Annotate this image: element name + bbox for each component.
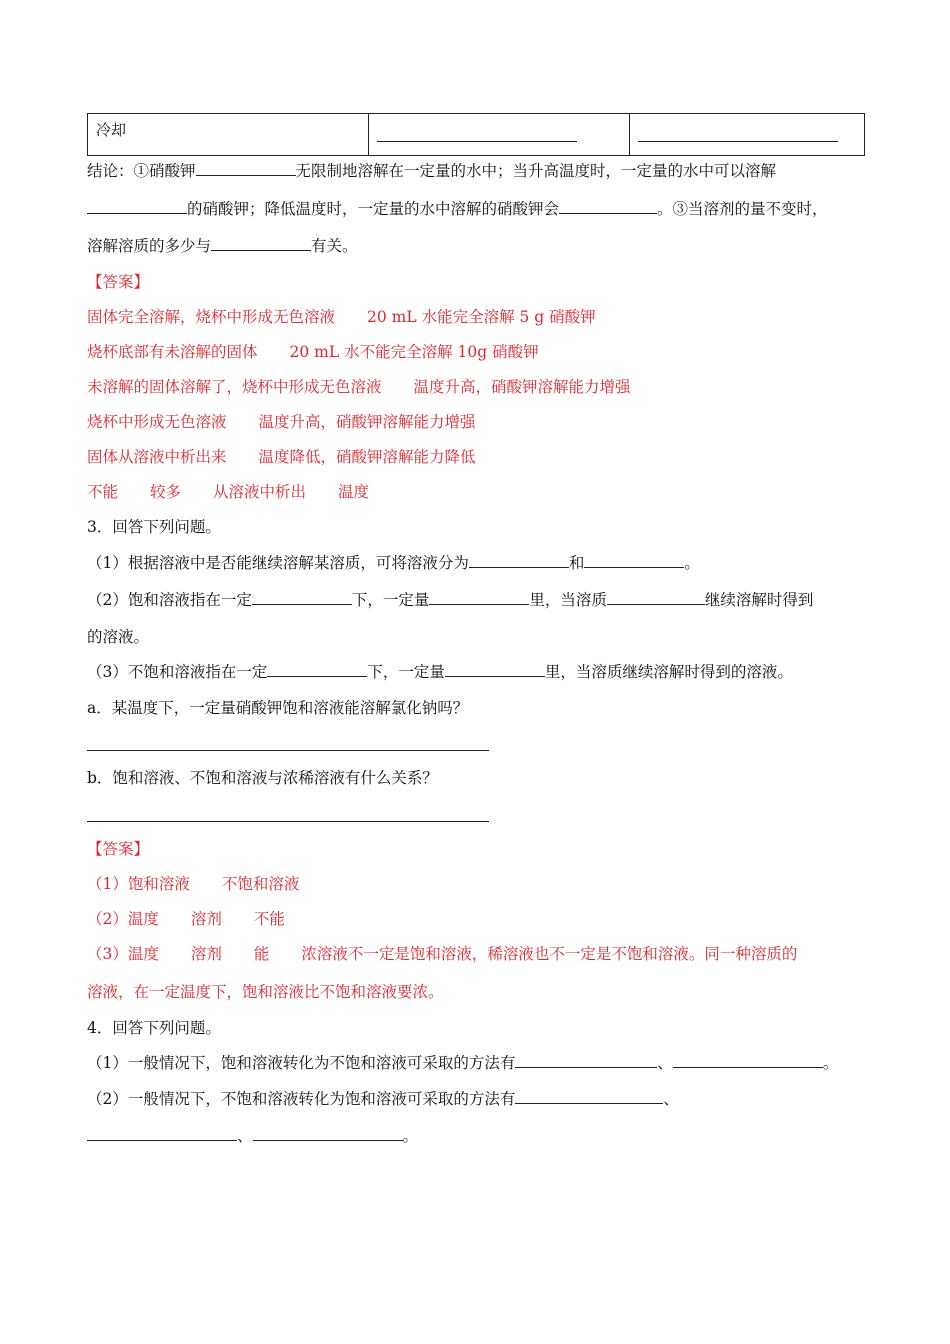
conclusion-line-2 — [87, 198, 828, 220]
text: 、 — [237, 1127, 253, 1145]
text: 有关。 — [311, 237, 358, 255]
text: 较多 — [150, 483, 182, 501]
answer-row — [87, 481, 369, 503]
question-3-part-2-cont: 的溶液。 — [87, 628, 150, 646]
text: 溶剂 — [190, 945, 222, 963]
answer-blank[interactable] — [584, 552, 684, 568]
text: 固体从溶液中析出来 — [87, 448, 227, 466]
answer-blank[interactable] — [429, 589, 529, 605]
answer-blank[interactable] — [445, 661, 545, 677]
answer-blank[interactable] — [252, 589, 352, 605]
answer-blank[interactable] — [87, 198, 187, 214]
text: 温度降低，硝酸钾溶解能力降低 — [258, 448, 476, 466]
text: 烧杯中形成无色溶液 — [87, 413, 227, 431]
text: 的硝酸钾；降低温度时，一定量的水中溶解的硝酸钾会 — [187, 200, 560, 218]
answer-row — [87, 446, 476, 468]
row-label: 冷却 — [96, 121, 127, 139]
answer-blank[interactable] — [267, 661, 367, 677]
text: 浓溶液不一定是饱和溶液，稀溶液也不一定是不饱和溶液。同一种溶质的 — [301, 945, 798, 963]
answer-blank[interactable] — [673, 1052, 823, 1068]
text: 。 — [402, 1127, 419, 1145]
question-4-part-1 — [87, 1052, 838, 1074]
answer-blank[interactable] — [196, 160, 296, 176]
text: 、 — [663, 1090, 679, 1108]
text: 继续溶解时得到 — [704, 591, 814, 609]
question-3-part-1 — [87, 552, 700, 574]
text: 溶剂 — [190, 910, 222, 928]
text: 、 — [657, 1054, 673, 1072]
text: （1）一般情况下，饱和溶液转化为不饱和溶液可采取的方法有 — [87, 1054, 516, 1072]
text: 烧杯底部有未溶解的固体 — [87, 343, 258, 361]
text: （1）饱和溶液 — [87, 875, 190, 893]
answer-row — [87, 306, 596, 328]
question-4-part-2 — [87, 1088, 679, 1110]
answer-row — [87, 908, 285, 930]
answer-row: 溶液，在一定温度下，饱和溶液比不饱和溶液要浓。 — [87, 983, 444, 1001]
text: 下，一定量 — [367, 663, 445, 681]
text: 不饱和溶液 — [221, 875, 300, 893]
answer-label: 【答案】 — [87, 840, 150, 858]
text: 不能 — [87, 483, 119, 501]
text: （2）饱和溶液指在一定 — [87, 591, 252, 609]
text: 固体完全溶解，烧杯中形成无色溶液 — [87, 308, 336, 326]
answer-row — [87, 341, 539, 363]
text: 20 mL 水不能完全溶解 10g 硝酸钾 — [289, 343, 539, 361]
table-cell-blank — [630, 114, 865, 156]
question-3a: a．某温度下，一定量硝酸钾饱和溶液能溶解氯化钠吗？ — [87, 699, 469, 717]
table-row — [88, 114, 865, 156]
text: 温度升高，硝酸钾溶解能力增强 — [413, 378, 631, 396]
text: 无限制地溶解在一定量的水中；当升高温度时，一定量的水中可以溶解 — [295, 162, 777, 180]
answer-row — [87, 943, 797, 965]
answer-line[interactable] — [87, 821, 489, 822]
text: 温度升高，硝酸钾溶解能力增强 — [258, 413, 476, 431]
text: 从溶液中析出 — [213, 483, 307, 501]
table-cell-blank — [369, 114, 630, 156]
conclusion-line-1 — [87, 160, 776, 182]
text: （1）根据溶液中是否能继续溶解某溶质，可将溶液分为 — [87, 554, 469, 572]
text: 里，当溶质 — [529, 591, 607, 609]
answer-blank[interactable] — [87, 1125, 237, 1141]
question-3-title: 3．回答下列问题。 — [87, 518, 221, 536]
conclusion-line-3 — [87, 235, 358, 257]
text: 温度 — [338, 483, 370, 501]
text: 溶解溶质的多少与 — [87, 237, 212, 255]
text: 里，当溶质继续溶解时得到的溶液。 — [544, 663, 793, 681]
text: 未溶解的固体溶解了，烧杯中形成无色溶液 — [87, 378, 382, 396]
answer-row — [87, 411, 476, 433]
answer-blank[interactable] — [559, 198, 657, 214]
answer-line[interactable] — [87, 750, 489, 751]
text: （3）不饱和溶液指在一定 — [87, 663, 268, 681]
text: 。 — [684, 554, 700, 572]
question-3-part-2 — [87, 589, 813, 611]
table-cell-label — [88, 114, 369, 156]
answer-label: 【答案】 — [87, 273, 150, 291]
answer-row — [87, 873, 299, 895]
text: （2）温度 — [87, 910, 159, 928]
question-3-part-3 — [87, 661, 793, 683]
text: 和 — [568, 554, 585, 572]
text: （3）温度 — [87, 945, 159, 963]
experiment-table — [87, 113, 865, 156]
question-4-title: 4．回答下列问题。 — [87, 1019, 221, 1037]
answer-blank[interactable] — [638, 122, 838, 142]
text: （2）一般情况下，不饱和溶液转化为饱和溶液可采取的方法有 — [87, 1090, 516, 1108]
text: 不能 — [253, 910, 285, 928]
text: 20 mL 水能完全溶解 5 g 硝酸钾 — [367, 308, 596, 326]
question-4-part-2-cont — [87, 1125, 418, 1147]
answer-blank[interactable] — [515, 1052, 657, 1068]
answer-blank[interactable] — [607, 589, 705, 605]
answer-blank[interactable] — [211, 235, 311, 251]
text: 下，一定量 — [351, 591, 430, 609]
answer-blank[interactable] — [515, 1088, 663, 1104]
answer-blank[interactable] — [469, 552, 569, 568]
text: 。③当溶剂的量不变时， — [657, 200, 828, 218]
answer-blank[interactable] — [377, 122, 577, 142]
answer-row — [87, 376, 631, 398]
text: 能 — [253, 945, 270, 963]
text: 。 — [822, 1054, 839, 1072]
answer-blank[interactable] — [253, 1125, 403, 1141]
text: 结论：①硝酸钾 — [87, 162, 196, 180]
question-3b: b．饱和溶液、不饱和溶液与浓稀溶液有什么关系？ — [87, 769, 438, 787]
